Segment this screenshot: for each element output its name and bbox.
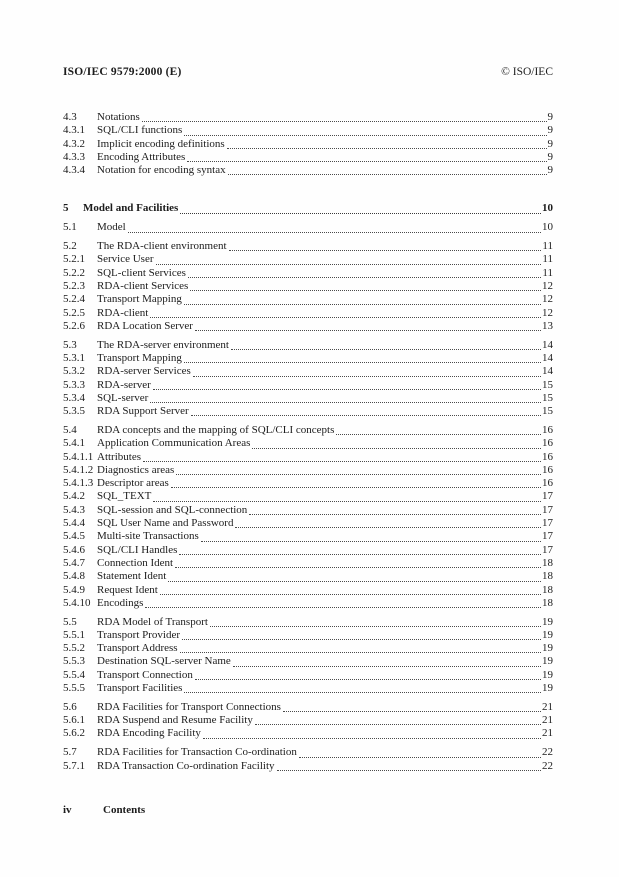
toc-entry-page: 10 (542, 221, 553, 234)
toc-entry (63, 451, 553, 464)
dot-leader (229, 250, 542, 251)
toc-entry-title: Multi-site Transactions (97, 530, 199, 543)
dot-leader (255, 724, 541, 725)
toc-entry-page: 16 (542, 477, 553, 490)
toc-entry-number: 5.3.2 (63, 365, 85, 378)
dot-leader (171, 487, 541, 488)
toc-entry-title: SQL/CLI functions (97, 124, 183, 137)
toc-entry-page: 17 (542, 517, 553, 530)
toc-entry-title: The RDA-server environment (97, 338, 229, 351)
toc-entry-page: 21 (542, 700, 553, 713)
toc-entry-number: 5.5.5 (63, 682, 85, 695)
toc-entry (63, 642, 553, 655)
dot-leader (195, 330, 541, 331)
dot-leader (195, 679, 541, 680)
toc-entry (63, 164, 553, 177)
dot-leader (168, 581, 541, 582)
dot-leader (184, 692, 541, 693)
toc-entry-page: 11 (542, 266, 553, 279)
toc-entry-number: 5.4.5 (63, 530, 85, 543)
dot-leader (231, 349, 541, 350)
toc-entry-number: 5.4.2 (63, 490, 85, 503)
toc-entry-title: SQL-client Services (97, 266, 186, 279)
toc-entry (63, 490, 553, 503)
toc-group (63, 339, 553, 419)
toc-entry (63, 760, 553, 773)
toc-entry (63, 616, 553, 629)
toc-entry (63, 111, 553, 124)
toc-entry-number: 5.1 (63, 221, 77, 234)
toc-entry-number: 5.4.3 (63, 503, 85, 516)
toc-entry-page: 11 (542, 253, 553, 266)
dot-leader (143, 461, 541, 462)
toc-entry-number: 5.3.4 (63, 391, 85, 404)
toc-entry-title: Transport Connection (97, 668, 193, 681)
toc-entry-page: 22 (542, 746, 553, 759)
toc-entry-title: Connection Ident (97, 556, 174, 569)
toc-entry (63, 202, 553, 215)
toc-group (63, 424, 553, 610)
toc-entry-title: Encoding Attributes (97, 150, 186, 163)
toc-entry-number: 5.5.3 (63, 655, 85, 668)
toc-group (63, 240, 553, 333)
toc-entry-title: The RDA-client environment (97, 240, 227, 253)
toc-entry (63, 544, 553, 557)
toc-entry (63, 221, 553, 234)
dot-leader (283, 711, 541, 712)
dot-leader (277, 770, 541, 771)
dot-leader (179, 554, 541, 555)
toc-entry-title: Request Ident (97, 583, 158, 596)
toc-entry (63, 352, 553, 365)
toc-entry (63, 682, 553, 695)
toc-entry-number: 5.2.1 (63, 253, 85, 266)
toc-entry-title: Application Communication Areas (97, 437, 251, 450)
toc-entry-title: RDA Suspend and Resume Facility (97, 714, 253, 727)
toc-entry-title: Implicit encoding definitions (97, 137, 225, 150)
dot-leader (184, 304, 541, 305)
toc-entry (63, 669, 553, 682)
toc-group (63, 616, 553, 696)
toc-entry-number: 5.4.4 (63, 517, 85, 530)
toc-entry-title: RDA-client Services (97, 279, 189, 292)
toc-entry-title: RDA Encoding Facility (97, 727, 201, 740)
toc-entry-number: 5.5 (63, 615, 77, 628)
toc-entry-number: 5.4.6 (63, 543, 85, 556)
toc-entry-page: 9 (547, 150, 553, 163)
toc-entry-title: Descriptor areas (97, 477, 169, 490)
toc-entry (63, 517, 553, 530)
toc-entry-title: SQL-server (97, 391, 149, 404)
dot-leader (184, 135, 546, 136)
toc-entry-number: 5.4.1.3 (63, 477, 94, 490)
toc-entry-page: 15 (542, 378, 553, 391)
toc-entry-page: 14 (542, 338, 553, 351)
toc-entry (63, 267, 553, 280)
toc-entry-page: 19 (542, 615, 553, 628)
toc-entry (63, 253, 553, 266)
toc-entry (63, 714, 553, 727)
toc-entry-number: 4.3.1 (63, 124, 85, 137)
dot-leader (188, 277, 542, 278)
toc-entry-title: RDA Facilities for Transaction Co-ordination (97, 746, 297, 759)
dot-leader (193, 376, 541, 377)
toc-entry-number: 4.3.2 (63, 137, 85, 150)
toc-entry-title: RDA Location Server (97, 319, 193, 332)
toc-entry-number: 5.3 (63, 338, 77, 351)
toc-entry-title: RDA Transaction Co-ordination Facility (97, 759, 275, 772)
copyright-notice: © ISO/IEC (501, 66, 553, 78)
toc-entry-number: 5.4 (63, 423, 77, 436)
toc-entry-page: 16 (542, 450, 553, 463)
toc-entry-number: 5.5.2 (63, 642, 85, 655)
toc-entry-title: RDA-client (97, 306, 149, 319)
toc-entry-title: RDA-server Services (97, 365, 191, 378)
toc-entry-title: Notations (97, 111, 140, 123)
toc-entry-title: Transport Facilities (97, 682, 183, 695)
toc-entry-page: 19 (542, 642, 553, 655)
toc-entry-number: 5.2.3 (63, 279, 85, 292)
dot-leader (142, 121, 547, 122)
toc-entry-page: 11 (542, 240, 553, 253)
toc-entry-page: 14 (542, 351, 553, 364)
toc-entry-number: 5.4.10 (63, 596, 91, 609)
toc-entry-number: 5.4.1.1 (63, 450, 94, 463)
dot-leader (128, 232, 541, 233)
toc-entry-title: RDA Support Server (97, 405, 189, 418)
dot-leader (252, 448, 541, 449)
toc-entry-title: Model (97, 221, 126, 234)
toc-group (63, 202, 553, 215)
toc-entry-title: Statement Ident (97, 570, 167, 583)
toc-entry-number: 5.3.5 (63, 405, 85, 418)
toc-entry (63, 151, 553, 164)
toc-entry (63, 339, 553, 352)
page-header (63, 66, 553, 78)
toc-entry-number: 5.7 (63, 746, 77, 759)
toc-entry-number: 5.4.1 (63, 437, 85, 450)
toc-entry-number: 5.4.8 (63, 570, 85, 583)
toc-entry-number: 5.3.3 (63, 378, 85, 391)
toc-entry-number: 5.5.1 (63, 628, 85, 641)
toc-entry (63, 437, 553, 450)
dot-leader (249, 514, 541, 515)
dot-leader (210, 626, 541, 627)
toc-entry-number: 5.2 (63, 240, 77, 253)
toc-entry-title: RDA concepts and the mapping of SQL/CLI concepts (97, 423, 335, 436)
toc-entry-number: 4.3 (63, 111, 77, 123)
toc-entry (63, 293, 553, 306)
toc-entry-page: 15 (542, 391, 553, 404)
page-footer (63, 804, 553, 816)
toc-entry-title: RDA Facilities for Transport Connections (97, 700, 281, 713)
toc-entry (63, 280, 553, 293)
dot-leader (180, 213, 541, 214)
toc-entry (63, 504, 553, 517)
toc-entry-title: Transport Mapping (97, 293, 182, 306)
toc-entry (63, 727, 553, 740)
toc-entry-number: 4.3.4 (63, 164, 85, 177)
toc-entry-number: 4.3.3 (63, 150, 85, 163)
dot-leader (153, 501, 541, 502)
toc-entry-page: 19 (542, 628, 553, 641)
toc-entry-title: RDA Model of Transport (97, 615, 208, 628)
toc-entry-number: 5.4.7 (63, 556, 85, 569)
toc-entry-page: 21 (542, 727, 553, 740)
dot-leader (190, 290, 541, 291)
footer-section-label: Contents (103, 803, 146, 816)
dot-leader (182, 639, 541, 640)
page-number: iv (63, 803, 72, 816)
toc-entry-number: 5.4.1.2 (63, 463, 94, 476)
toc-entry (63, 320, 553, 333)
toc-entry-title: Transport Provider (97, 628, 181, 641)
toc-entry-page: 22 (542, 759, 553, 772)
dot-leader (187, 161, 546, 162)
toc-entry-title: SQL User Name and Password (97, 517, 234, 530)
dot-leader (156, 264, 542, 265)
dot-leader (228, 174, 547, 175)
dot-leader (145, 607, 541, 608)
toc-entry-title: Notation for encoding syntax (97, 164, 226, 177)
toc-entry-title: Transport Mapping (97, 351, 182, 364)
dot-leader (180, 652, 541, 653)
toc-entry (63, 557, 553, 570)
toc-entry (63, 530, 553, 543)
toc-entry-page: 16 (542, 437, 553, 450)
toc-entry (63, 629, 553, 642)
toc-entry-page: 21 (542, 714, 553, 727)
dot-leader (175, 567, 541, 568)
dot-leader (191, 415, 541, 416)
toc-entry-title: Destination SQL-server Name (97, 655, 231, 668)
toc-entry-number: 5.2.6 (63, 319, 85, 332)
toc-entry (63, 701, 553, 714)
toc-entry (63, 584, 553, 597)
toc-entry-page: 19 (542, 682, 553, 695)
toc-entry-page: 15 (542, 405, 553, 418)
toc-entry-page: 19 (542, 655, 553, 668)
toc-entry (63, 746, 553, 759)
toc-entry-number: 5 (63, 202, 69, 215)
toc-entry-page: 17 (542, 490, 553, 503)
toc-entry (63, 124, 553, 137)
document-id: ISO/IEC 9579:2000 (E) (63, 66, 182, 78)
toc-entry-page: 17 (542, 543, 553, 556)
toc-entry-title: Encodings (97, 596, 144, 609)
toc-entry (63, 597, 553, 610)
toc-entry-title: Transport Address (97, 642, 178, 655)
dot-leader (299, 757, 541, 758)
dot-leader (150, 402, 541, 403)
toc-group (63, 111, 553, 177)
toc-entry-title: RDA-server (97, 378, 151, 391)
table-of-contents (63, 111, 553, 773)
dot-leader (201, 541, 541, 542)
toc-entry-page: 16 (542, 423, 553, 436)
dot-leader (184, 362, 541, 363)
toc-entry (63, 365, 553, 378)
dot-leader (235, 527, 541, 528)
toc-entry-page: 18 (542, 570, 553, 583)
toc-entry-page: 13 (542, 319, 553, 332)
dot-leader (227, 148, 547, 149)
toc-entry-number: 5.3.1 (63, 351, 85, 364)
toc-entry-page: 9 (547, 164, 553, 177)
toc-entry (63, 464, 553, 477)
toc-entry-title: SQL-session and SQL-connection (97, 503, 248, 516)
toc-group (63, 221, 553, 234)
toc-entry (63, 240, 553, 253)
toc-entry (63, 405, 553, 418)
toc-entry-title: SQL_TEXT (97, 490, 152, 503)
toc-group (63, 746, 553, 773)
toc-entry-number: 5.6.2 (63, 727, 85, 740)
toc-entry-page: 14 (542, 365, 553, 378)
toc-entry-title: Service User (97, 253, 154, 266)
toc-entry-number: 5.6 (63, 700, 77, 713)
toc-entry-page: 9 (547, 124, 553, 137)
toc-entry-page: 9 (547, 111, 553, 123)
toc-entry-title: Attributes (97, 450, 141, 463)
dot-leader (150, 317, 541, 318)
toc-group (63, 701, 553, 741)
toc-entry-number: 5.4.9 (63, 583, 85, 596)
toc-entry-page: 19 (542, 668, 553, 681)
toc-entry-title: Diagnostics areas (97, 463, 175, 476)
toc-entry-page: 10 (542, 202, 553, 215)
dot-leader (203, 738, 541, 739)
toc-entry (63, 477, 553, 490)
toc-entry-page: 18 (542, 583, 553, 596)
toc-entry-page: 16 (542, 463, 553, 476)
dot-leader (233, 666, 541, 667)
dot-leader (153, 389, 541, 390)
toc-entry-number: 5.2.5 (63, 306, 85, 319)
toc-entry (63, 655, 553, 668)
toc-entry-page: 12 (542, 306, 553, 319)
toc-entry-page: 17 (542, 503, 553, 516)
toc-entry (63, 392, 553, 405)
toc-entry (63, 424, 553, 437)
toc-entry-number: 5.7.1 (63, 759, 85, 772)
toc-entry-page: 12 (542, 293, 553, 306)
toc-entry (63, 307, 553, 320)
toc-entry (63, 570, 553, 583)
dot-leader (160, 594, 541, 595)
toc-entry (63, 138, 553, 151)
dot-leader (176, 474, 541, 475)
toc-entry-page: 18 (542, 596, 553, 609)
toc-entry-title: Model and Facilities (83, 202, 179, 215)
toc-entry-page: 9 (547, 137, 553, 150)
toc-entry (63, 379, 553, 392)
toc-entry-page: 17 (542, 530, 553, 543)
toc-entry-title: SQL/CLI Handles (97, 543, 178, 556)
dot-leader (336, 434, 541, 435)
toc-entry-page: 12 (542, 279, 553, 292)
toc-entry-number: 5.2.2 (63, 266, 85, 279)
toc-entry-number: 5.2.4 (63, 293, 85, 306)
toc-entry-number: 5.6.1 (63, 714, 85, 727)
toc-entry-page: 18 (542, 556, 553, 569)
toc-entry-number: 5.5.4 (63, 668, 85, 681)
